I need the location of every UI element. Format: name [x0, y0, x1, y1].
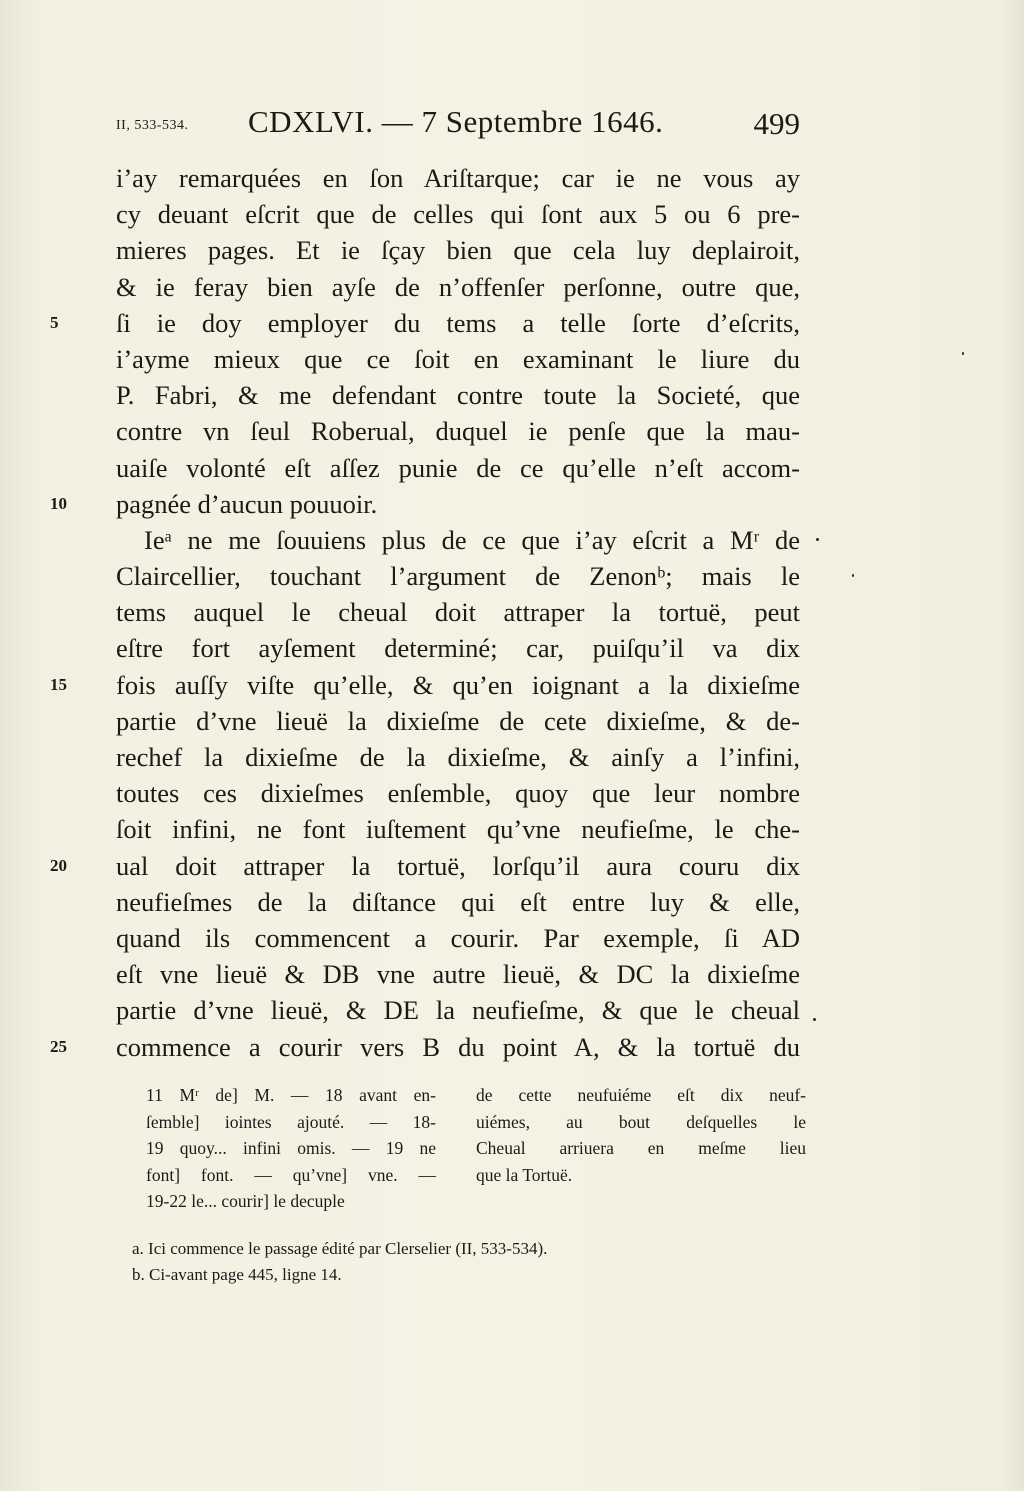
- running-header: [116, 104, 800, 152]
- line-number: 20: [50, 855, 67, 875]
- line-number: 5: [50, 312, 59, 332]
- text-line: neufieſmes de la diſtance qui eſt entre luy & elle,: [116, 886, 800, 917]
- text-line: & ie feray bien ayſe de n’offenſer perſonne, outre que,: [116, 271, 800, 302]
- footnotes: [132, 1236, 547, 1288]
- variant-line: ſemble] iointes ajouté. — 18-: [146, 1111, 436, 1132]
- text-line: 10 pagnée d’aucun pouuoir.: [116, 486, 800, 522]
- variant-line: font] font. — qu’vne] vne. —: [146, 1164, 436, 1185]
- variant-line: 11 Mʳ de] M. — 18 avant en-: [146, 1085, 436, 1105]
- text-line: ſoit infini, ne font iuſtement qu’vne neufieſme, le che-: [116, 814, 800, 845]
- footnote-b: b. Ci-avant page 445, ligne 14.: [132, 1265, 342, 1284]
- text-line: contre vn ſeul Roberual, duquel ie penſe que la mau-: [116, 416, 800, 447]
- text-line: partie d’vne lieuë, & DE la neufieſme, & que le cheual: [116, 995, 800, 1026]
- text-line: partie d’vne lieuë la dixieſme de cete dixieſme, & de-: [116, 705, 800, 736]
- ink-speck: [962, 352, 964, 355]
- text-line: i’ay remarquées en ſon Ariſtarque; car ie ne vous ay: [116, 163, 800, 193]
- text-line: Claircellier, touchant l’argument de Zenonᵇ; mais le: [116, 561, 800, 592]
- variant-line: uiémes, au bout deſquelles le: [476, 1111, 806, 1132]
- text-line: toutes ces dixieſmes enſemble, quoy que leur nombre: [116, 778, 800, 809]
- variants-right-column: [476, 1082, 806, 1188]
- text-line: 20 ual doit attraper la tortuë, lorſqu’il aura couru dix: [116, 848, 800, 884]
- text-line: rechef la dixieſme de la dixieſme, & ainſy a l’infini,: [116, 742, 800, 772]
- text-line: Ieᵃ ne me ſouuiens plus de ce que i’ay eſcrit a Mʳ de: [144, 524, 800, 555]
- ink-speck: [852, 574, 854, 577]
- variant-line: que la Tortuë.: [476, 1164, 573, 1185]
- variants-left-column: [146, 1082, 436, 1215]
- header-reference: II, 533-534.: [116, 118, 189, 133]
- footnote-a: a. Ici commence le passage édité par Clerselier (II, 533-534).: [132, 1239, 548, 1258]
- variant-line: Cheual arriuera en meſme lieu: [476, 1138, 806, 1158]
- text-line: 25 commence a courir vers B du point A, & la tortuë du: [116, 1029, 800, 1065]
- ink-speck: [813, 1018, 816, 1021]
- line-number: 10: [50, 493, 67, 513]
- text-line: i’ayme mieux que ce ſoit en examinant le liure du: [116, 343, 800, 374]
- line-number: 15: [50, 674, 67, 694]
- header-title: CDXLVI. — 7 Septembre 1646.: [248, 104, 664, 139]
- variant-line: de cette neufuiéme eſt dix neuf-: [476, 1085, 806, 1105]
- text-line: uaiſe volonté eſt aſſez punie de ce qu’elle n’eſt accom-: [116, 452, 800, 483]
- text-line: 15 fois auſſy viſte qu’elle, & qu’en ioignant a la dixieſme: [116, 667, 800, 703]
- text-line: P. Fabri, & me defendant contre toute la Societé, que: [116, 380, 800, 411]
- text-line: cy deuant eſcrit que de celles qui ſont aux 5 ou 6 pre-: [116, 199, 800, 230]
- letter-text: [50, 160, 800, 1065]
- text-line: 5 ſi ie doy employer du tems a telle ſorte d’eſcrits,: [116, 305, 800, 341]
- variant-line: 19-22 le... courir] le decuple: [146, 1191, 345, 1211]
- line-number: 25: [50, 1036, 67, 1056]
- text-line: eſt vne lieuë & DB vne autre lieuë, & DC la dixieſme: [116, 959, 800, 990]
- text-line: tems auquel le cheual doit attraper la tortuë, peut: [116, 597, 800, 628]
- text-line: quand ils commencent a courir. Par exemple, ſi AD: [116, 922, 800, 953]
- text-line: eſtre fort ayſement determiné; car, puiſqu’il va dix: [116, 633, 800, 664]
- text-line: mieres pages. Et ie ſçay bien que cela luy deplairoit,: [116, 235, 800, 266]
- page-number: 499: [753, 106, 800, 141]
- ink-speck: [816, 538, 819, 541]
- variant-line: 19 quoy... infini omis. — 19 ne: [146, 1138, 436, 1158]
